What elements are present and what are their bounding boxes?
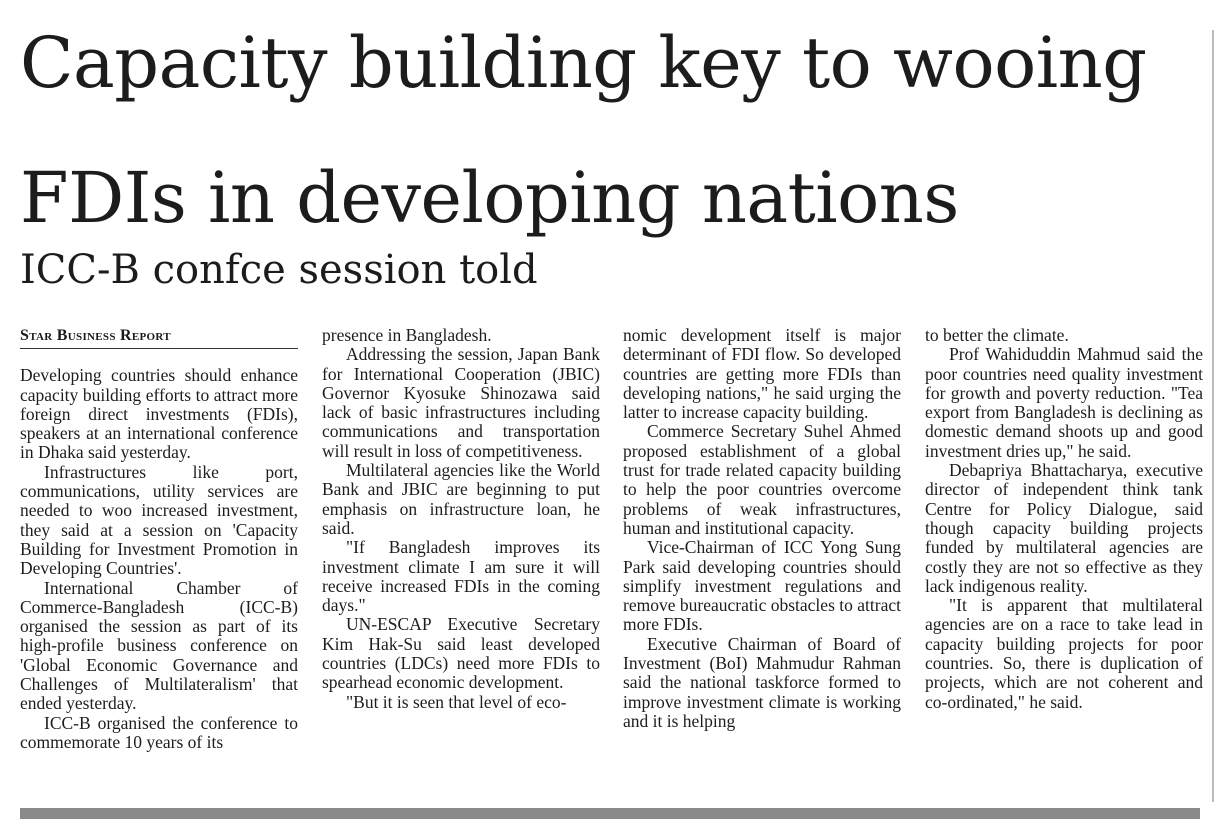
paragraph: Prof Wahiduddin Mahmud said the poor countries need quality investment for growth and poverty reduction. "Tea export from Bangladesh is declining as domestic demand shoots up and good investment dries up," he said.	[925, 344, 1203, 461]
paragraph: nomic development itself is major determinant of FDI flow. So developed countries are getting more FDIs than developing nations," he said urging the latter to increase capacity building.	[623, 326, 901, 423]
subheadline: ICC-B confce session told	[20, 247, 538, 293]
paragraph: Debapriya Bhattacharya, executive director of independent think tank Centre for Policy Dialogue, said though capacity building projects funded by multilateral agencies are costly they are not so effective as they lack indigenous reality.	[925, 460, 1203, 596]
paragraph: "If Bangladesh improves its investment climate I am sure it will receive increased FDIs in the coming days."	[322, 537, 600, 616]
paragraph: ICC-B organised the conference to commemorate 10 years of its	[20, 712, 298, 752]
byline: Star Business Report	[20, 326, 298, 349]
column-rule	[1212, 30, 1214, 802]
article-column-4	[925, 326, 1203, 802]
paragraph: Executive Chairman of Board of Investment (BoI) Mahmudur Rahman said the national taskforce formed to improve investment climate is working and it is helping	[623, 633, 901, 731]
article-column-1	[20, 326, 298, 802]
paragraph: Multilateral agencies like the World Bank and JBIC are beginning to put emphasis on infrastructure loan, he said.	[322, 460, 600, 538]
paragraph: Commerce Secretary Suhel Ahmed proposed establishment of a global trust for trade related capacity building to help the poor countries overcome problems of weak infrastructures, human and institutional capacity.	[623, 421, 901, 538]
paragraph: International Chamber of Commerce-Bangladesh (ICC-B) organised the session as part of its high-profile business conference on 'Global Economic Governance and Challenges of Multilateralism' that ended yesterday.	[20, 577, 298, 714]
paragraph: Vice-Chairman of ICC Yong Sung Park said developing countries should simplify investment regulations and remove bureaucratic obstacles to attract more FDIs.	[623, 537, 901, 635]
paragraph: Addressing the session, Japan Bank for International Cooperation (JBIC) Governor Kyosuke Shinozawa said lack of basic infrastructures including communications and transportation will result in loss of competitiveness.	[322, 344, 600, 461]
paragraph: "But it is seen that level of eco-	[346, 691, 567, 712]
paragraph: Developing countries should enhance capacity building efforts to attract more foreign direct investments (FDIs), speakers at an international conference in Dhaka said yesterday.	[20, 365, 298, 463]
bottom-divider-bar	[20, 808, 1200, 819]
paragraph: UN-ESCAP Executive Secretary Kim Hak-Su said least developed countries (LDCs) need more FDIs to spearhead economic development.	[322, 614, 600, 693]
paragraph: "It is apparent that multilateral agencies are on a race to take lead in capacity building projects for poor countries. So, there is duplication of projects, which are not coherent and co-ordinated," he said.	[925, 595, 1203, 712]
paragraph: presence in Bangladesh.	[322, 326, 492, 345]
headline-line-2: FDIs in developing nations	[20, 157, 959, 239]
paragraph: to better the climate.	[925, 326, 1069, 345]
article-column-2	[322, 326, 600, 802]
article-column-3	[623, 326, 901, 802]
paragraph: Infrastructures like port, communications, utility services are needed to woo increased investment, they said at a session on 'Capacity Building for Investment Promotion in Developing Countries'.	[20, 461, 298, 579]
headline-line-1: Capacity building key to wooing	[20, 22, 1147, 104]
